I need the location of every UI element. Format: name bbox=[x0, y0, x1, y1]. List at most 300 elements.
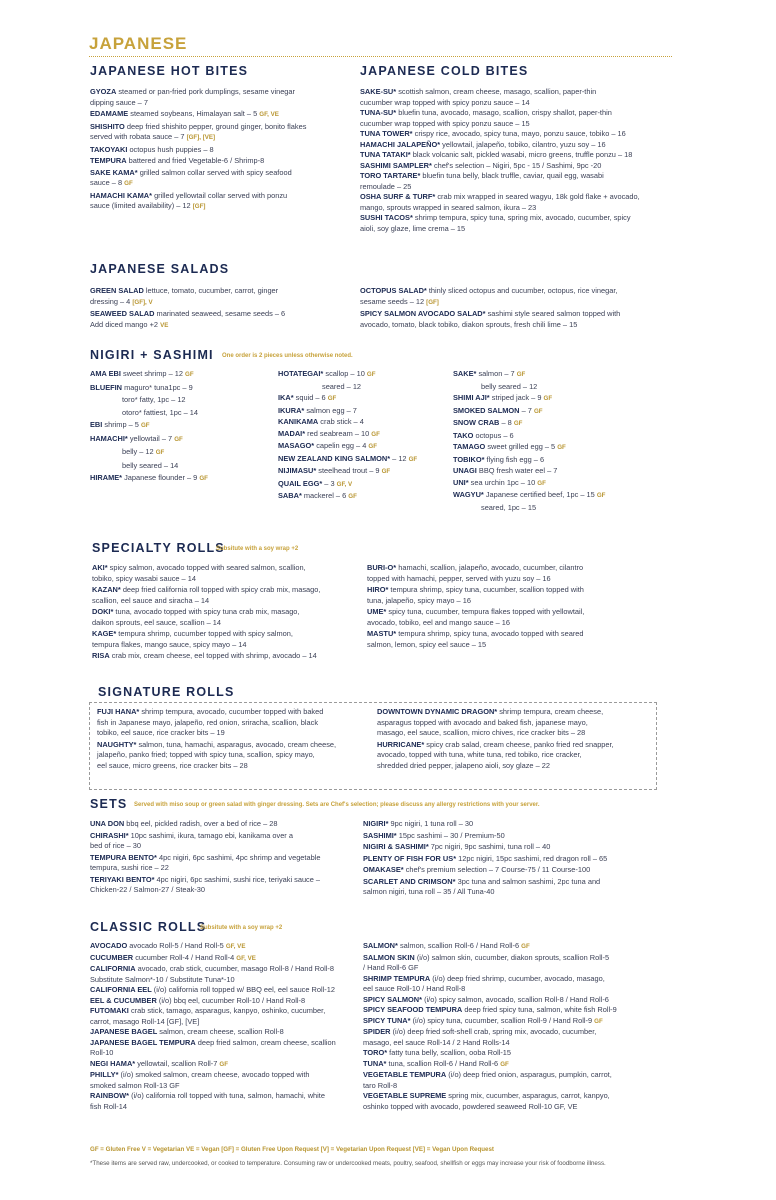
item-name: DOWNTOWN DYNAMIC DRAGON* bbox=[377, 707, 498, 716]
item-desc: – 12 bbox=[392, 453, 407, 463]
menu-item bbox=[90, 853, 360, 874]
item-name: FUJI HANA* bbox=[97, 707, 140, 716]
item-desc: salmon, tuna, hamachi, asparagus, avocado, cream cheese, bbox=[138, 739, 337, 749]
item-name: SHISHITO bbox=[90, 121, 125, 131]
item-name: NAUGHTY* bbox=[97, 739, 137, 749]
item-tags: [GF] bbox=[426, 298, 439, 306]
item-name: SPICY SALMON* bbox=[363, 994, 422, 1004]
item-name: SUSHI TACOS* bbox=[360, 213, 413, 222]
item-tags: VE bbox=[160, 321, 169, 329]
item-desc: (i/o) salmon skin, cucumber, diakon sprouts, scallion Roll-5 bbox=[416, 952, 610, 962]
item-desc-2: sauce – 8 bbox=[90, 178, 123, 187]
item-tags: GF bbox=[174, 435, 183, 443]
item-tags: GF bbox=[219, 1060, 228, 1068]
item-name: HIRAME* bbox=[90, 473, 123, 482]
menu-item bbox=[97, 707, 367, 739]
item-tags: [GF], V bbox=[132, 298, 153, 306]
item-name: UNAGI bbox=[453, 466, 477, 475]
item-desc: sea urchin 1pc – 10 bbox=[470, 477, 536, 487]
item-desc: avocado, crab stick, cucumber, masago Roll-8 / Hand Roll-8 bbox=[137, 964, 334, 973]
menu-item bbox=[90, 168, 352, 190]
signature-right-list bbox=[377, 707, 652, 772]
item-name: TEMPURA bbox=[90, 156, 127, 165]
item-desc-2: aioli, soy glaze, lime crema – 15 bbox=[360, 223, 466, 233]
item-desc-2: fish in Japanese mayo, jalapeño, red onion, sriracha, scallion, black bbox=[97, 717, 319, 727]
item-name: RISA bbox=[92, 651, 110, 660]
item-name: CALIFORNIA EEL bbox=[90, 985, 152, 994]
item-desc: battered and fried Vegetable-6 / Shrimp-8 bbox=[128, 156, 265, 165]
item-tags: GF bbox=[543, 395, 553, 402]
item-name: RAINBOW* bbox=[90, 1091, 130, 1100]
item-name: TUNA-SU* bbox=[360, 108, 397, 117]
item-desc-2: Add diced mango +2 bbox=[90, 319, 159, 329]
item-name: PLENTY OF FISH FOR US* bbox=[363, 853, 457, 863]
item-desc-2: dressing – 4 bbox=[90, 296, 131, 306]
item-desc-2: avocado, topped with tuna, white tuna, red tobiko, rice cracker, bbox=[377, 750, 582, 759]
specialty-note: Subsitute with a soy wrap +2 bbox=[216, 546, 299, 552]
menu-item bbox=[90, 461, 270, 472]
item-name: NEGI HAMA* bbox=[90, 1058, 136, 1068]
item-desc: otoro* fattiest, 1pc – 14 bbox=[122, 407, 199, 417]
item-desc: 9pc nigiri, 1 tuna roll – 30 bbox=[390, 819, 474, 828]
item-tags: GF bbox=[557, 444, 566, 451]
menu-item bbox=[90, 964, 360, 985]
cold-bites-heading: JAPANESE COLD BITES bbox=[360, 64, 529, 78]
menu-item bbox=[363, 842, 668, 853]
menu-item bbox=[278, 479, 448, 491]
item-desc: salmon, scallion Roll-6 / Hand Roll-6 bbox=[399, 941, 520, 950]
menu-item bbox=[278, 429, 448, 441]
item-name: TEMPURA BENTO* bbox=[90, 852, 157, 862]
sets-note: Served with miso soup or green salad with ginger dressing. Sets are Chef's selection; please discuss any allergy restrictions with your server. bbox=[134, 802, 540, 808]
item-name: QUAIL EGG* bbox=[278, 478, 323, 488]
item-desc: belly seared – 12 bbox=[481, 381, 538, 391]
salads-left-list bbox=[90, 286, 352, 332]
menu-item bbox=[278, 491, 448, 503]
item-name: VEGETABLE SUPREME bbox=[363, 1091, 447, 1100]
menu-item bbox=[360, 129, 680, 140]
item-desc-2: tempura flakes, mango sauce, spicy mayo – 14 bbox=[92, 639, 247, 649]
nigiri-note: One order is 2 pieces unless otherwise noted. bbox=[222, 353, 353, 359]
item-desc: crab mix, cream cheese, eel topped with shrimp, avocado – 14 bbox=[111, 651, 317, 660]
specialty-heading: SPECIALTY ROLLS bbox=[92, 541, 225, 555]
menu-item bbox=[367, 585, 667, 606]
item-name: SPICY SALMON AVOCADO SALAD* bbox=[360, 309, 486, 318]
item-desc: deep fried california roll topped with spicy crab mix, masago, bbox=[122, 585, 321, 594]
menu-item bbox=[367, 563, 667, 584]
menu-item bbox=[90, 1006, 360, 1027]
item-name: EDAMAME bbox=[90, 109, 129, 118]
item-desc: crispy rice, avocado, spicy tuna, mayo, ponzu sauce, tobiko – 16 bbox=[414, 129, 626, 138]
item-desc: BBQ fresh water eel – 7 bbox=[478, 466, 558, 475]
menu-item bbox=[90, 156, 352, 167]
item-desc-3: eel sauce, micro greens, rice cracker bits – 28 bbox=[97, 760, 248, 770]
item-desc: scallop – 10 bbox=[325, 369, 365, 378]
item-desc-2: oshinko topped with avocado, powdered seaweed Roll-10 GF, VE bbox=[363, 1101, 578, 1111]
menu-item bbox=[92, 563, 362, 584]
menu-item bbox=[453, 369, 673, 381]
classic-right-list bbox=[363, 941, 673, 1112]
item-name: KAZAN* bbox=[92, 585, 121, 594]
item-name: HOTATEGAI* bbox=[278, 369, 324, 378]
item-desc: bluefin tuna, avocado, masago, scallion, crispy shallot, paper-thin bbox=[398, 108, 612, 117]
item-desc: chef's premium selection – 7 Course-75 / 11 Course-100 bbox=[405, 865, 591, 874]
menu-item bbox=[97, 740, 367, 772]
item-desc: – 7 bbox=[521, 405, 532, 415]
menu-item bbox=[90, 383, 270, 394]
item-name: SHRIMP TEMPURA bbox=[363, 973, 431, 983]
item-name: BLUEFIN bbox=[90, 382, 123, 392]
item-desc: 12pc nigiri, 15pc sashimi, red dragon roll – 65 bbox=[458, 853, 608, 863]
menu-item bbox=[90, 819, 360, 830]
item-desc: belly seared – 14 bbox=[122, 460, 179, 470]
menu-item bbox=[90, 996, 360, 1007]
item-desc: striped jack – 9 bbox=[491, 393, 542, 402]
item-desc: sweet grilled egg – 5 bbox=[487, 442, 556, 451]
item-name: SNOW CRAB bbox=[453, 418, 500, 427]
menu-item bbox=[90, 953, 360, 965]
item-name: TAMAGO bbox=[453, 442, 486, 451]
menu-item bbox=[367, 607, 667, 628]
menu-item bbox=[363, 1059, 673, 1071]
item-desc: spicy tuna, cucumber, tempura flakes topped with yellowtail, bbox=[388, 607, 585, 616]
menu-item bbox=[92, 629, 362, 650]
menu-item bbox=[453, 382, 673, 393]
menu-item bbox=[278, 382, 448, 393]
item-tags: GF, VE bbox=[236, 954, 256, 962]
item-name: SABA* bbox=[278, 491, 302, 500]
menu-item bbox=[363, 877, 668, 898]
menu-item bbox=[90, 985, 360, 996]
item-name: IKURA* bbox=[278, 405, 305, 415]
item-tags: GF, V bbox=[336, 480, 353, 488]
menu-item bbox=[363, 1048, 673, 1059]
item-name: OSHA SURF & TURF* bbox=[360, 192, 436, 201]
item-desc: (i/o) deep fried shrimp, cucumber, avocado, masago, bbox=[432, 973, 605, 983]
item-name: SAKE KAMA* bbox=[90, 167, 138, 177]
item-name: AKI* bbox=[92, 563, 108, 572]
item-name: UNI* bbox=[453, 477, 469, 487]
classic-heading: CLASSIC ROLLS bbox=[90, 920, 207, 934]
item-name: TUNA TATAKI* bbox=[360, 150, 411, 159]
item-name: NIGIRI* bbox=[363, 819, 389, 828]
menu-item bbox=[360, 150, 680, 161]
item-tags: GF bbox=[368, 443, 377, 450]
specialty-left-list bbox=[92, 563, 362, 663]
item-name: TUNA* bbox=[363, 1058, 387, 1068]
page-title: JAPANESE bbox=[89, 34, 188, 53]
menu-item bbox=[363, 995, 673, 1006]
signature-heading: SIGNATURE ROLLS bbox=[98, 685, 235, 699]
item-name: OMAKASE* bbox=[363, 865, 404, 874]
item-name: CALIFORNIA bbox=[90, 964, 136, 973]
item-name: GREEN SALAD bbox=[90, 286, 144, 295]
specialty-right-list bbox=[367, 563, 667, 651]
item-name: PHILLY* bbox=[90, 1070, 119, 1079]
menu-item bbox=[90, 831, 360, 852]
item-desc-2: remoulade – 25 bbox=[360, 181, 412, 191]
menu-item bbox=[363, 941, 673, 953]
item-desc: bbq eel, pickled radish, over a bed of rice – 28 bbox=[126, 819, 278, 828]
item-tags: GF, VE bbox=[259, 111, 279, 118]
item-desc: 3pc tuna and salmon sashimi, 2pc tuna and bbox=[457, 876, 601, 886]
item-desc: crab stick, tamago, asparagus, kanpyo, oshinko, cucumber, bbox=[130, 1006, 326, 1015]
item-name: SHIMI AJI* bbox=[453, 393, 490, 402]
item-name: SEAWEED SALAD bbox=[90, 309, 155, 318]
item-desc: (i/o) smoked salmon, cream cheese, avocado topped with bbox=[120, 1070, 310, 1079]
item-desc: thinly sliced octopus and cucumber, octopus, rice vinegar, bbox=[428, 286, 618, 295]
item-desc-2: dipping sauce – 7 bbox=[90, 97, 148, 107]
nigiri-heading: NIGIRI + SASHIMI bbox=[90, 348, 214, 362]
menu-item bbox=[92, 585, 362, 606]
item-desc: squid – 6 bbox=[295, 393, 326, 402]
menu-item bbox=[363, 819, 668, 830]
hot-bites-list bbox=[90, 87, 352, 214]
menu-item bbox=[360, 87, 680, 108]
menu-item bbox=[453, 406, 673, 418]
item-desc: (i/o) california roll topped with tuna, salmon, hamachi, white bbox=[131, 1091, 325, 1100]
item-tags: GF bbox=[521, 943, 530, 950]
item-tags: GF bbox=[516, 371, 526, 378]
menu-item bbox=[360, 309, 680, 330]
item-desc: black volcanic salt, pickled wasabi, micro greens, truffle ponzu – 18 bbox=[412, 150, 633, 159]
item-desc-2: Chicken-22 / Salmon-27 / Steak-30 bbox=[90, 885, 206, 894]
item-desc-2: sauce (limited availability) – 12 bbox=[90, 201, 191, 210]
menu-item bbox=[377, 740, 652, 772]
item-tags: [GF] bbox=[192, 203, 206, 210]
item-desc-2: carrot, masago Roll-14 [GF], [VE] bbox=[90, 1016, 200, 1026]
item-name: JAPANESE BAGEL bbox=[90, 1027, 158, 1036]
item-name: IKA* bbox=[278, 393, 294, 402]
menu-item bbox=[360, 161, 680, 172]
item-desc: sashimi style seared salmon topped with bbox=[487, 309, 621, 318]
item-name: HAMACHI KAMA* bbox=[90, 190, 152, 200]
item-name: JAPANESE BAGEL TEMPURA bbox=[90, 1037, 196, 1047]
menu-item bbox=[90, 1038, 360, 1059]
item-name: TERIYAKI BENTO* bbox=[90, 874, 155, 884]
item-tags: GF, VE bbox=[225, 943, 246, 950]
item-desc: (i/o) bbq eel, cucumber Roll-10 / Hand Roll-8 bbox=[158, 995, 306, 1005]
item-desc-2: cucumber wrap topped with spicy ponzu sauce – 14 bbox=[360, 97, 530, 107]
item-desc: salmon egg – 7 bbox=[306, 405, 357, 415]
item-tags: GF bbox=[124, 180, 133, 187]
item-desc-2: asparagus topped with avocado and baked fish, japanese mayo, bbox=[377, 717, 588, 727]
item-desc-2: sesame seeds – 12 bbox=[360, 296, 425, 306]
item-desc: (i/o) deep fried onion, asparagus, pumpkin, carrot, bbox=[448, 1070, 612, 1079]
item-name: SCARLET AND CRIMSON* bbox=[363, 876, 456, 886]
item-tags: GF bbox=[327, 395, 337, 402]
menu-item bbox=[363, 1027, 673, 1048]
item-name: EEL & CUCUMBER bbox=[90, 995, 157, 1005]
menu-item bbox=[363, 865, 668, 876]
item-desc-2: avocado, tobiko, eel and mango sauce – 16 bbox=[367, 617, 510, 627]
item-desc: spicy crab salad, cream cheese, panko fried red snapper, bbox=[426, 739, 614, 749]
item-desc: avocado Roll-5 / Hand Roll-5 bbox=[129, 941, 224, 950]
item-name: AMA EBI bbox=[90, 369, 121, 378]
item-desc: grilled salmon collar served with spicy seafood bbox=[139, 167, 292, 177]
item-desc: (i/o) deep fried soft-shell crab, spring mix, avocado, cucumber, bbox=[392, 1027, 597, 1036]
item-name: TUNA TOWER* bbox=[360, 129, 413, 138]
menu-item bbox=[453, 490, 673, 502]
item-desc: shrimp tempura, cream cheese, bbox=[499, 707, 604, 716]
item-desc: – 8 bbox=[501, 418, 512, 427]
item-desc: 15pc sashimi – 30 / Premium-50 bbox=[398, 830, 505, 840]
item-name: TAKO bbox=[453, 430, 474, 440]
menu-item bbox=[363, 1005, 673, 1016]
item-desc: yellowtail – 7 bbox=[129, 433, 173, 443]
item-tags: GF bbox=[408, 455, 418, 463]
item-desc: sweet shrimp – 12 bbox=[123, 369, 183, 378]
item-desc: capelin egg – 4 bbox=[316, 441, 367, 450]
item-desc: spicy salmon, avocado topped with seared salmon, scallion, bbox=[109, 563, 306, 572]
menu-item bbox=[453, 455, 673, 466]
item-name: MADAI* bbox=[278, 428, 306, 438]
item-desc-2: tuna, jalapeño, spicy mayo – 16 bbox=[367, 595, 471, 605]
item-desc: maguro* tuna1pc – 9 bbox=[124, 382, 193, 392]
item-desc: salmon, cream cheese, scallion Roll-8 bbox=[159, 1027, 284, 1036]
item-name: UME* bbox=[367, 607, 387, 616]
menu-item bbox=[360, 213, 680, 234]
item-name: SASHIMI SAMPLER* bbox=[360, 160, 432, 170]
item-name: KAGE* bbox=[92, 629, 117, 638]
item-desc: fatty tuna belly, scallion, ooba Roll-15 bbox=[389, 1048, 512, 1057]
menu-item bbox=[90, 875, 360, 896]
item-name: UNA DON bbox=[90, 819, 125, 828]
menu-item bbox=[92, 607, 362, 628]
cold-bites-list bbox=[360, 87, 680, 234]
menu-item bbox=[360, 140, 680, 151]
menu-item bbox=[453, 503, 673, 514]
item-name: EBI bbox=[90, 420, 103, 429]
item-tags: GF bbox=[366, 371, 376, 378]
item-name: SAKE-SU* bbox=[360, 87, 397, 96]
item-name: TORO* bbox=[363, 1048, 388, 1057]
item-desc: tuna, avocado topped with spicy tuna crab mix, masago, bbox=[115, 607, 300, 616]
menu-item bbox=[90, 369, 270, 381]
item-desc-2: salmon, lemon, spicy eel sauce – 15 bbox=[367, 639, 487, 649]
item-name: DOKI* bbox=[92, 607, 114, 616]
menu-item bbox=[90, 122, 352, 144]
classic-note: Subsitute with a soy wrap +2 bbox=[200, 925, 283, 931]
item-name: BURI-O* bbox=[367, 563, 397, 572]
item-desc-2: bed of rice – 30 bbox=[90, 841, 141, 850]
item-desc: 7pc nigiri, 9pc sashimi, tuna roll – 40 bbox=[430, 842, 551, 851]
item-desc: tempura shrimp, spicy tuna, cucumber, scallion topped with bbox=[390, 585, 584, 594]
menu-item bbox=[90, 145, 352, 156]
item-desc: hamachi, scallion, jalapeño, avocado, cucumber, cilantro bbox=[398, 563, 584, 572]
item-name: TAKOYAKI bbox=[90, 144, 128, 154]
menu-item bbox=[360, 192, 680, 213]
item-tags: GF bbox=[537, 479, 546, 487]
item-desc: spring mix, cucumber, asparagus, carrot, kanpyo, bbox=[448, 1091, 610, 1100]
item-desc: chef's selection – Nigiri, 5pc - 15 / Sashimi, 9pc -20 bbox=[433, 160, 602, 170]
menu-item bbox=[453, 393, 673, 405]
menu-item bbox=[90, 434, 270, 446]
item-desc: tuna, scallion Roll-6 / Hand Roll-6 bbox=[388, 1058, 499, 1068]
item-desc-3: shredded dried pepper, jalapeno aioli, soy glaze – 22 bbox=[377, 760, 550, 770]
menu-item bbox=[367, 629, 667, 650]
sets-right-list bbox=[363, 819, 668, 899]
item-name: SPICY TUNA* bbox=[363, 1015, 411, 1025]
item-desc: 4pc nigiri, 6pc sashimi, 4pc shrimp and vegetable bbox=[159, 852, 321, 862]
item-tags: GF bbox=[596, 492, 606, 499]
menu-item bbox=[278, 417, 448, 428]
item-desc: Japanese flounder – 9 bbox=[124, 473, 198, 482]
item-desc: octopus hush puppies – 8 bbox=[129, 144, 214, 154]
menu-item bbox=[278, 406, 448, 417]
item-desc: 4pc nigiri, 6pc sashimi, sushi rice, teriyaki sauce – bbox=[156, 874, 321, 884]
item-desc-2: cucumber wrap topped with spicy ponzu sauce – 15 bbox=[360, 118, 530, 128]
item-desc: crab mix wrapped in seared wagyu, 18k gold flake + avocado, bbox=[437, 192, 640, 201]
menu-item bbox=[90, 941, 360, 953]
item-desc: shrimp tempura, spicy tuna, spring mix, avocado, cucumber, spicy bbox=[414, 213, 631, 222]
item-desc: – 3 bbox=[324, 478, 335, 488]
menu-item bbox=[90, 109, 352, 121]
menu-item bbox=[363, 974, 673, 995]
item-desc-2: mango, sprouts wrapped in seared salmon, ikura – 23 bbox=[360, 202, 537, 212]
item-desc-2: smoked salmon Roll-13 GF bbox=[90, 1080, 180, 1090]
menu-item bbox=[90, 408, 270, 419]
menu-item bbox=[453, 442, 673, 454]
item-tags: GF bbox=[155, 449, 165, 456]
item-name: TORO TARTARE* bbox=[360, 171, 421, 180]
item-name: SASHIMI* bbox=[363, 830, 397, 840]
menu-item bbox=[90, 1091, 360, 1112]
item-desc-2: taro Roll-8 bbox=[363, 1080, 398, 1090]
item-desc: marinated seaweed, sesame seeds – 6 bbox=[156, 309, 286, 318]
item-name: SALMON SKIN bbox=[363, 952, 415, 962]
item-desc: red seabream – 10 bbox=[307, 428, 370, 438]
item-desc-2: Substitute Salmon*-10 / Substitute Tuna*-10 bbox=[90, 974, 235, 984]
item-name: SPICY SEAFOOD TEMPURA bbox=[363, 1005, 463, 1014]
menu-item bbox=[90, 309, 352, 331]
item-desc: bluefin tuna belly, black truffle, caviar, quail egg, wasabi bbox=[422, 171, 604, 180]
item-desc: toro* fatty, 1pc – 12 bbox=[122, 395, 186, 404]
item-name: HAMACHI* bbox=[90, 433, 128, 443]
menu-item bbox=[90, 473, 270, 485]
menu-item bbox=[363, 1070, 673, 1091]
item-name: SPIDER bbox=[363, 1027, 391, 1036]
item-desc-3: tobiko, eel sauce, rice cracker bits – 19 bbox=[97, 728, 225, 737]
item-name: TOBIKO* bbox=[453, 454, 485, 464]
nigiri-col-1 bbox=[90, 369, 270, 487]
item-tags: GF bbox=[185, 371, 194, 378]
item-desc: seared – 12 bbox=[322, 381, 362, 391]
menu-item bbox=[90, 1070, 360, 1091]
menu-item bbox=[360, 286, 680, 308]
item-desc: Japanese certified beef, 1pc – 15 bbox=[485, 490, 595, 499]
item-desc: grilled yellowtail collar served with ponzu bbox=[154, 190, 288, 200]
menu-item bbox=[92, 651, 362, 662]
item-desc-2: avocado, tomato, black tobiko, diakon sprouts, fresh chili lime – 15 bbox=[360, 319, 578, 329]
item-desc: mackerel – 6 bbox=[303, 491, 347, 500]
legend: GF = Gluten Free V = Vegetarian VE = Vegan [GF] = Gluten Free Upon Request [V] = Vegetarian Upon Request [VE] = Vegan Upon Request bbox=[90, 1146, 494, 1153]
item-name: MASTU* bbox=[367, 629, 397, 638]
item-tags: GF bbox=[381, 468, 391, 475]
item-name: AVOCADO bbox=[90, 941, 128, 950]
item-tags: GF bbox=[533, 407, 543, 415]
item-tags: GF bbox=[371, 430, 380, 438]
item-name: CHIRASHI* bbox=[90, 830, 129, 840]
item-desc-2: salmon nigiri, tuna roll – 35 / All Tuna-40 bbox=[363, 887, 495, 896]
item-desc: scottish salmon, cream cheese, masago, scallion, paper-thin bbox=[398, 87, 597, 96]
menu-item bbox=[363, 854, 668, 865]
item-desc-2: topped with hamachi, pepper, served with yuzu soy – 16 bbox=[367, 573, 551, 583]
item-desc: deep fried spicy tuna, salmon, white fish Roll-9 bbox=[464, 1005, 617, 1014]
item-desc: lettuce, tomato, cucumber, carrot, ginger bbox=[145, 286, 279, 295]
item-name: GYOZA bbox=[90, 87, 117, 96]
item-desc: deep fried salmon, cream cheese, scallion bbox=[197, 1037, 336, 1047]
